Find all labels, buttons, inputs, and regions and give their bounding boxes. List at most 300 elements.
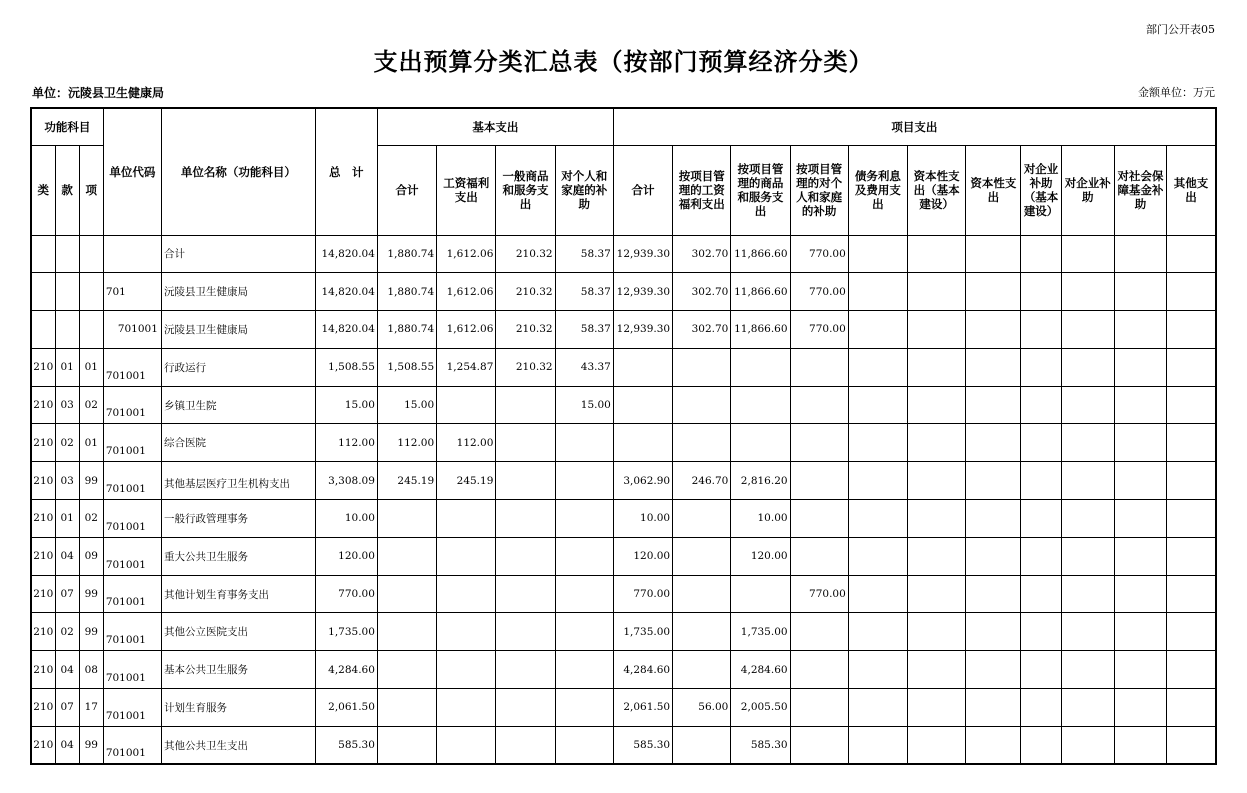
cell-xiang: 08: [79, 651, 103, 689]
cell-p-sum: 10.00: [613, 500, 672, 538]
cell-kuan: 02: [55, 613, 79, 651]
table-row: [31, 273, 1216, 311]
cell-unit-code: 701001: [103, 386, 161, 424]
cell-empty: [1021, 575, 1061, 613]
cell-empty: [1021, 273, 1061, 311]
cell-empty: [1021, 651, 1061, 689]
cell-p-sum: 2,061.50: [613, 689, 672, 727]
cell-p-goods: [731, 424, 790, 462]
cell-b-sum: 15.00: [377, 386, 436, 424]
cell-empty: [1061, 462, 1114, 500]
cell-b-salary: [437, 726, 496, 764]
cell-p-goods: [731, 386, 790, 424]
cell-empty: [908, 386, 966, 424]
cell-empty: [1114, 424, 1166, 462]
header-project-salary: 按项目管理的工资福利支出: [673, 145, 731, 235]
cell-empty: [1061, 651, 1114, 689]
cell-empty: [1167, 386, 1216, 424]
cell-empty: [966, 613, 1021, 651]
cell-p-salary: 302.70: [673, 273, 731, 311]
cell-empty: [966, 537, 1021, 575]
cell-b-personal: [555, 613, 613, 651]
cell-p-salary: [673, 537, 731, 575]
cell-unit-code: 701001: [103, 651, 161, 689]
cell-total: 4,284.60: [315, 651, 377, 689]
header-project-sum: 合计: [613, 145, 672, 235]
cell-empty: [1114, 575, 1166, 613]
cell-empty: [908, 273, 966, 311]
cell-empty: [908, 348, 966, 386]
cell-b-goods: 210.32: [496, 311, 555, 349]
cell-total: 1,508.55: [315, 348, 377, 386]
table-row: [31, 462, 1216, 500]
table-row: [31, 348, 1216, 386]
cell-kuan: 03: [55, 386, 79, 424]
cell-b-goods: [496, 386, 555, 424]
cell-p-personal: [790, 689, 848, 727]
cell-b-goods: 210.32: [496, 348, 555, 386]
cell-empty: [1061, 235, 1114, 273]
cell-lei: [31, 235, 55, 273]
cell-p-sum: 12,939.30: [613, 273, 672, 311]
cell-xiang: 99: [79, 462, 103, 500]
table-row: [31, 651, 1216, 689]
header-project-social-security: 对社会保障基金补助: [1114, 145, 1166, 235]
cell-empty: [1167, 689, 1216, 727]
cell-kuan: 04: [55, 726, 79, 764]
cell-xiang: 02: [79, 500, 103, 538]
cell-empty: [908, 424, 966, 462]
cell-p-salary: [673, 726, 731, 764]
cell-unit-code: 701001: [103, 537, 161, 575]
cell-b-sum: 1,880.74: [377, 235, 436, 273]
header-project-capital-construction: 资本性支出（基本建设）: [908, 145, 966, 235]
cell-xiang: 01: [79, 424, 103, 462]
header-project-goods: 按项目管理的商品和服务支出: [731, 145, 790, 235]
cell-p-personal: [790, 348, 848, 386]
cell-empty: [1061, 613, 1114, 651]
cell-b-salary: [437, 689, 496, 727]
cell-p-goods: 11,866.60: [731, 311, 790, 349]
cell-p-sum: 120.00: [613, 537, 672, 575]
cell-empty: [1021, 726, 1061, 764]
cell-b-personal: 43.37: [555, 348, 613, 386]
cell-empty: [1167, 500, 1216, 538]
cell-empty: [966, 689, 1021, 727]
cell-total: 1,735.00: [315, 613, 377, 651]
cell-b-sum: 112.00: [377, 424, 436, 462]
cell-b-goods: [496, 726, 555, 764]
cell-empty: [1061, 689, 1114, 727]
cell-empty: [966, 726, 1021, 764]
cell-p-goods: 2,005.50: [731, 689, 790, 727]
cell-empty: [1167, 273, 1216, 311]
cell-empty: [1061, 348, 1114, 386]
cell-lei: 210: [31, 462, 55, 500]
cell-empty: [908, 575, 966, 613]
header-unit-name: 单位名称（功能科目）: [162, 108, 316, 235]
amount-unit-label: 金额单位：万元: [1138, 86, 1215, 99]
cell-kuan: [55, 235, 79, 273]
cell-empty: [1167, 424, 1216, 462]
cell-total: 112.00: [315, 424, 377, 462]
cell-empty: [848, 386, 907, 424]
cell-b-sum: [377, 500, 436, 538]
cell-b-salary: 1,254.87: [437, 348, 496, 386]
cell-empty: [1021, 424, 1061, 462]
cell-empty: [908, 613, 966, 651]
cell-b-personal: [555, 537, 613, 575]
cell-b-goods: 210.32: [496, 235, 555, 273]
cell-total: 120.00: [315, 537, 377, 575]
cell-unit-name: 一般行政管理事务: [162, 500, 316, 538]
cell-empty: [848, 273, 907, 311]
cell-p-personal: 770.00: [790, 575, 848, 613]
cell-empty: [848, 311, 907, 349]
header-lei: 类: [31, 145, 55, 235]
cell-lei: 210: [31, 348, 55, 386]
cell-empty: [848, 424, 907, 462]
cell-unit-name: 乡镇卫生院: [162, 386, 316, 424]
cell-empty: [966, 348, 1021, 386]
cell-b-sum: 1,880.74: [377, 273, 436, 311]
header-xiang: 项: [79, 145, 103, 235]
cell-xiang: [79, 273, 103, 311]
cell-p-sum: 770.00: [613, 575, 672, 613]
cell-empty: [1167, 348, 1216, 386]
cell-b-salary: 1,612.06: [437, 273, 496, 311]
cell-empty: [848, 726, 907, 764]
cell-p-sum: 3,062.90: [613, 462, 672, 500]
cell-p-salary: 56.00: [673, 689, 731, 727]
cell-empty: [1061, 537, 1114, 575]
cell-empty: [908, 235, 966, 273]
cell-empty: [1021, 613, 1061, 651]
cell-p-personal: [790, 537, 848, 575]
header-basic-sum: 合计: [377, 145, 436, 235]
cell-b-personal: 58.37: [555, 235, 613, 273]
cell-p-sum: [613, 386, 672, 424]
budget-table: [30, 107, 1217, 765]
cell-b-goods: [496, 575, 555, 613]
cell-total: 585.30: [315, 726, 377, 764]
cell-p-goods: 585.30: [731, 726, 790, 764]
cell-empty: [848, 462, 907, 500]
header-basic-salary: 工资福利支出: [437, 145, 496, 235]
cell-p-personal: [790, 613, 848, 651]
cell-p-personal: 770.00: [790, 235, 848, 273]
cell-p-sum: [613, 424, 672, 462]
cell-p-sum: 12,939.30: [613, 311, 672, 349]
cell-p-personal: [790, 424, 848, 462]
cell-empty: [1021, 235, 1061, 273]
cell-empty: [1114, 500, 1166, 538]
cell-unit-name: 合计: [162, 235, 316, 273]
cell-empty: [908, 500, 966, 538]
header-basic-goods: 一般商品和服务支出: [496, 145, 555, 235]
cell-empty: [1167, 613, 1216, 651]
cell-empty: [848, 689, 907, 727]
cell-empty: [1061, 726, 1114, 764]
cell-b-goods: [496, 613, 555, 651]
header-unit-code: 单位代码: [103, 108, 161, 235]
table-row: [31, 311, 1216, 349]
cell-empty: [1167, 462, 1216, 500]
cell-p-salary: [673, 575, 731, 613]
cell-b-sum: 1,880.74: [377, 311, 436, 349]
cell-empty: [1021, 386, 1061, 424]
cell-p-salary: [673, 424, 731, 462]
cell-p-personal: [790, 386, 848, 424]
cell-empty: [1114, 651, 1166, 689]
cell-p-personal: [790, 726, 848, 764]
cell-p-goods: 4,284.60: [731, 651, 790, 689]
cell-empty: [1167, 726, 1216, 764]
table-row: [31, 575, 1216, 613]
cell-kuan: 07: [55, 689, 79, 727]
table-row: [31, 689, 1216, 727]
cell-lei: 210: [31, 613, 55, 651]
cell-lei: [31, 311, 55, 349]
header-function-subject: 功能科目: [31, 108, 103, 145]
cell-empty: [848, 613, 907, 651]
cell-kuan: 02: [55, 424, 79, 462]
cell-xiang: 99: [79, 575, 103, 613]
cell-b-salary: 112.00: [437, 424, 496, 462]
cell-empty: [966, 235, 1021, 273]
table-row: [31, 726, 1216, 764]
cell-b-sum: [377, 613, 436, 651]
header-kuan: 款: [55, 145, 79, 235]
cell-lei: [31, 273, 55, 311]
cell-kuan: [55, 311, 79, 349]
cell-unit-name: 沅陵县卫生健康局: [162, 273, 316, 311]
cell-p-goods: 120.00: [731, 537, 790, 575]
page-title: 支出预算分类汇总表（按部门预算经济分类）: [373, 48, 874, 76]
table-row: [31, 537, 1216, 575]
cell-empty: [1061, 273, 1114, 311]
cell-empty: [1114, 348, 1166, 386]
form-number: 部门公开表05: [1146, 23, 1215, 36]
cell-empty: [966, 575, 1021, 613]
cell-b-salary: [437, 537, 496, 575]
cell-kuan: 01: [55, 500, 79, 538]
cell-empty: [1114, 689, 1166, 727]
cell-unit-name: 其他公立医院支出: [162, 613, 316, 651]
cell-empty: [966, 273, 1021, 311]
cell-b-personal: [555, 575, 613, 613]
cell-p-goods: 10.00: [731, 500, 790, 538]
cell-empty: [1167, 651, 1216, 689]
table-row: [31, 424, 1216, 462]
cell-empty: [966, 424, 1021, 462]
cell-empty: [1114, 537, 1166, 575]
cell-b-salary: 1,612.06: [437, 311, 496, 349]
cell-b-personal: 15.00: [555, 386, 613, 424]
cell-p-sum: 4,284.60: [613, 651, 672, 689]
table-row: [31, 613, 1216, 651]
cell-p-sum: [613, 348, 672, 386]
header-project-enterprise: 对企业补助: [1061, 145, 1114, 235]
cell-p-salary: [673, 613, 731, 651]
cell-p-personal: 770.00: [790, 311, 848, 349]
header-project-capital: 资本性支出: [966, 145, 1021, 235]
cell-b-sum: [377, 575, 436, 613]
cell-xiang: 17: [79, 689, 103, 727]
cell-unit-code: 701001: [103, 424, 161, 462]
cell-empty: [966, 500, 1021, 538]
cell-xiang: 02: [79, 386, 103, 424]
cell-b-salary: [437, 651, 496, 689]
cell-empty: [1061, 386, 1114, 424]
cell-empty: [1114, 235, 1166, 273]
cell-b-personal: [555, 726, 613, 764]
cell-empty: [1114, 726, 1166, 764]
cell-b-personal: [555, 462, 613, 500]
cell-total: 14,820.04: [315, 273, 377, 311]
cell-b-salary: 1,612.06: [437, 235, 496, 273]
cell-lei: 210: [31, 537, 55, 575]
cell-p-salary: 246.70: [673, 462, 731, 500]
cell-total: 2,061.50: [315, 689, 377, 727]
cell-total: 770.00: [315, 575, 377, 613]
header-project-other: 其他支出: [1167, 145, 1216, 235]
cell-xiang: 09: [79, 537, 103, 575]
cell-empty: [848, 537, 907, 575]
cell-kuan: 01: [55, 348, 79, 386]
cell-unit-name: 重大公共卫生服务: [162, 537, 316, 575]
cell-empty: [1061, 311, 1114, 349]
cell-b-goods: [496, 651, 555, 689]
cell-kuan: [55, 273, 79, 311]
cell-empty: [1021, 689, 1061, 727]
cell-lei: 210: [31, 386, 55, 424]
cell-empty: [848, 348, 907, 386]
cell-p-sum: 1,735.00: [613, 613, 672, 651]
cell-b-sum: 245.19: [377, 462, 436, 500]
cell-empty: [966, 311, 1021, 349]
cell-empty: [1167, 537, 1216, 575]
cell-kuan: 04: [55, 651, 79, 689]
unit-label: 单位：沅陵县卫生健康局: [32, 86, 165, 100]
cell-b-goods: [496, 537, 555, 575]
cell-unit-code: 701: [103, 273, 161, 311]
cell-total: 14,820.04: [315, 311, 377, 349]
cell-unit-code: [103, 235, 161, 273]
cell-kuan: 04: [55, 537, 79, 575]
cell-lei: 210: [31, 500, 55, 538]
cell-p-sum: 12,939.30: [613, 235, 672, 273]
cell-p-goods: [731, 348, 790, 386]
cell-total: 15.00: [315, 386, 377, 424]
cell-p-personal: [790, 500, 848, 538]
header-project-enterprise-construction: 对企业补助（基本建设）: [1021, 145, 1061, 235]
cell-empty: [848, 235, 907, 273]
cell-empty: [908, 651, 966, 689]
cell-xiang: 99: [79, 613, 103, 651]
cell-empty: [1167, 235, 1216, 273]
cell-kuan: 03: [55, 462, 79, 500]
cell-p-sum: 585.30: [613, 726, 672, 764]
header-basic-personal: 对个人和家庭的补助: [555, 145, 613, 235]
cell-b-sum: [377, 726, 436, 764]
cell-total: 10.00: [315, 500, 377, 538]
cell-b-salary: 245.19: [437, 462, 496, 500]
cell-b-personal: 58.37: [555, 311, 613, 349]
cell-unit-code: 701001: [103, 575, 161, 613]
cell-empty: [908, 689, 966, 727]
cell-unit-code: 701001: [103, 462, 161, 500]
cell-empty: [1021, 537, 1061, 575]
cell-p-salary: [673, 386, 731, 424]
cell-p-personal: 770.00: [790, 273, 848, 311]
cell-empty: [966, 651, 1021, 689]
cell-empty: [1061, 575, 1114, 613]
cell-empty: [848, 500, 907, 538]
cell-unit-name: 基本公共卫生服务: [162, 651, 316, 689]
cell-b-goods: 210.32: [496, 273, 555, 311]
cell-empty: [1114, 462, 1166, 500]
cell-b-salary: [437, 575, 496, 613]
cell-lei: 210: [31, 575, 55, 613]
cell-unit-name: 计划生育服务: [162, 689, 316, 727]
cell-p-personal: [790, 462, 848, 500]
cell-unit-code: 701001: [103, 689, 161, 727]
cell-empty: [908, 311, 966, 349]
cell-total: 3,308.09: [315, 462, 377, 500]
cell-p-goods: [731, 575, 790, 613]
cell-p-goods: 11,866.60: [731, 235, 790, 273]
cell-p-goods: 2,816.20: [731, 462, 790, 500]
cell-unit-name: 其他计划生育事务支出: [162, 575, 316, 613]
cell-empty: [966, 462, 1021, 500]
cell-empty: [1021, 462, 1061, 500]
cell-b-sum: [377, 651, 436, 689]
cell-b-personal: 58.37: [555, 273, 613, 311]
cell-empty: [1114, 273, 1166, 311]
cell-empty: [966, 386, 1021, 424]
header-project-expenditure: 项目支出: [613, 108, 1216, 145]
cell-unit-code: 701001: [103, 500, 161, 538]
cell-unit-code: 701001: [103, 311, 161, 349]
cell-empty: [1021, 348, 1061, 386]
cell-empty: [1114, 311, 1166, 349]
cell-b-salary: [437, 500, 496, 538]
cell-p-salary: 302.70: [673, 235, 731, 273]
header-project-personal: 按项目管理的对个人和家庭的补助: [790, 145, 848, 235]
cell-b-sum: [377, 689, 436, 727]
cell-b-goods: [496, 689, 555, 727]
cell-xiang: 99: [79, 726, 103, 764]
cell-b-sum: [377, 537, 436, 575]
cell-unit-name: 综合医院: [162, 424, 316, 462]
cell-b-personal: [555, 689, 613, 727]
cell-p-salary: [673, 500, 731, 538]
cell-b-personal: [555, 651, 613, 689]
cell-b-personal: [555, 500, 613, 538]
cell-empty: [908, 537, 966, 575]
cell-empty: [1114, 386, 1166, 424]
cell-p-salary: 302.70: [673, 311, 731, 349]
cell-empty: [1021, 311, 1061, 349]
cell-unit-code: 701001: [103, 726, 161, 764]
cell-b-salary: [437, 386, 496, 424]
cell-lei: 210: [31, 424, 55, 462]
cell-empty: [1061, 500, 1114, 538]
cell-p-goods: 1,735.00: [731, 613, 790, 651]
cell-xiang: 01: [79, 348, 103, 386]
cell-p-salary: [673, 348, 731, 386]
